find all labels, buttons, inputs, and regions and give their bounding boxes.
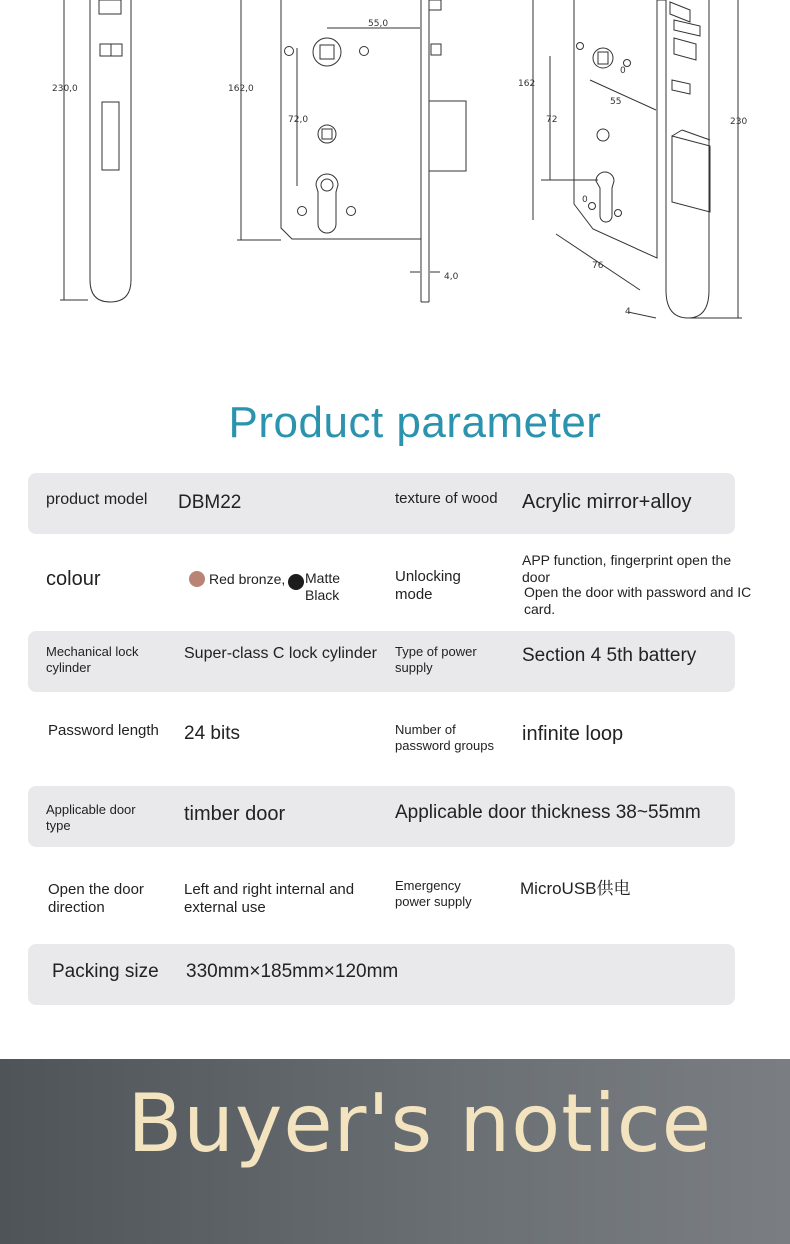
label-password-length: Password length bbox=[48, 722, 159, 739]
value-door-type: timber door bbox=[184, 803, 286, 825]
label-door-type bbox=[46, 802, 136, 833]
open-direction-line2: direction bbox=[48, 899, 105, 916]
value-unlocking-1: APP function, fingerprint open the door bbox=[522, 552, 732, 585]
value-open-direction bbox=[184, 881, 354, 917]
value-unlocking-2: Open the door with password and IC card. bbox=[524, 584, 752, 617]
label-colour: colour bbox=[46, 568, 101, 590]
label-texture: texture of wood bbox=[395, 490, 498, 507]
dim-right-76: 76 bbox=[592, 261, 604, 271]
password-groups-line1: Number of bbox=[395, 722, 456, 737]
open-direction-value-line2: external use bbox=[184, 899, 266, 916]
label-packing-size: Packing size bbox=[52, 961, 159, 982]
dim-right-72: 72 bbox=[546, 115, 558, 125]
buyers-notice-title: Buyer's notice bbox=[127, 1077, 712, 1170]
red-bronze-swatch bbox=[189, 571, 205, 587]
lock-drawing-svg bbox=[0, 0, 790, 340]
cylinder-line2: cylinder bbox=[46, 659, 91, 675]
emergency-line2: power supply bbox=[395, 893, 472, 909]
value-password-length: 24 bits bbox=[184, 723, 240, 744]
power-type-line1: Type of power bbox=[395, 644, 477, 659]
buyers-notice-banner bbox=[0, 1059, 790, 1244]
power-type-line2: supply bbox=[395, 659, 433, 675]
unlocking-line1: Unlocking bbox=[395, 568, 461, 585]
value-power-type: Section 4 5th battery bbox=[522, 645, 697, 666]
label-open-direction bbox=[48, 881, 144, 917]
value-product-model: DBM22 bbox=[178, 492, 242, 513]
value-emergency-power: MicroUSB供电 bbox=[520, 879, 631, 898]
matte-black-swatch bbox=[288, 574, 304, 590]
matte-black-line2: Black bbox=[305, 586, 340, 603]
unlocking-line2: mode bbox=[395, 586, 433, 603]
label-password-groups bbox=[395, 722, 494, 753]
value-texture: Acrylic mirror+alloy bbox=[522, 491, 692, 513]
section-title: Product parameter bbox=[228, 398, 602, 447]
door-type-line2: type bbox=[46, 817, 71, 833]
value-password-groups: infinite loop bbox=[522, 723, 624, 745]
dim-mid-72: 72,0 bbox=[288, 115, 309, 125]
emergency-line1: Emergency bbox=[395, 878, 461, 893]
red-bronze-label: Red bronze, bbox=[209, 571, 286, 587]
matte-black-label bbox=[305, 570, 340, 604]
matte-black-line1: Matte bbox=[305, 570, 341, 586]
dim-left-height: 230,0 bbox=[52, 84, 78, 94]
dim-right-162: 162 bbox=[518, 79, 536, 89]
dim-right-0a: 0 bbox=[620, 66, 626, 76]
dim-mid-height: 162,0 bbox=[228, 84, 254, 94]
door-type-line1: Applicable door bbox=[46, 802, 136, 817]
dim-right-0b: 0 bbox=[582, 195, 588, 205]
label-door-thickness: Applicable door thickness 38~55mm bbox=[395, 802, 701, 823]
right-lock-body bbox=[574, 0, 657, 258]
dim-mid-thickness: 4,0 bbox=[444, 272, 459, 282]
label-emergency-power bbox=[395, 878, 472, 909]
lock-technical-drawing bbox=[0, 0, 790, 340]
dim-right-4: 4 bbox=[625, 307, 631, 317]
dim-mid-width: 55,0 bbox=[368, 19, 389, 29]
open-direction-value-line1: Left and right internal and bbox=[184, 881, 355, 898]
cylinder-line1: Mechanical lock bbox=[46, 644, 139, 659]
value-cylinder: Super-class C lock cylinder bbox=[184, 645, 377, 662]
label-mechanical-cylinder bbox=[46, 644, 139, 675]
open-direction-line1: Open the door bbox=[48, 881, 144, 898]
value-packing-size: 330mm×185mm×120mm bbox=[186, 961, 399, 982]
label-unlocking-mode bbox=[395, 568, 461, 604]
dim-right-55: 55 bbox=[610, 97, 622, 107]
label-product-model: product model bbox=[46, 491, 148, 508]
password-groups-line2: password groups bbox=[395, 737, 494, 753]
dim-right-230: 230 bbox=[730, 117, 748, 127]
colour-option-red-bronze bbox=[189, 571, 285, 588]
label-power-type bbox=[395, 644, 477, 675]
